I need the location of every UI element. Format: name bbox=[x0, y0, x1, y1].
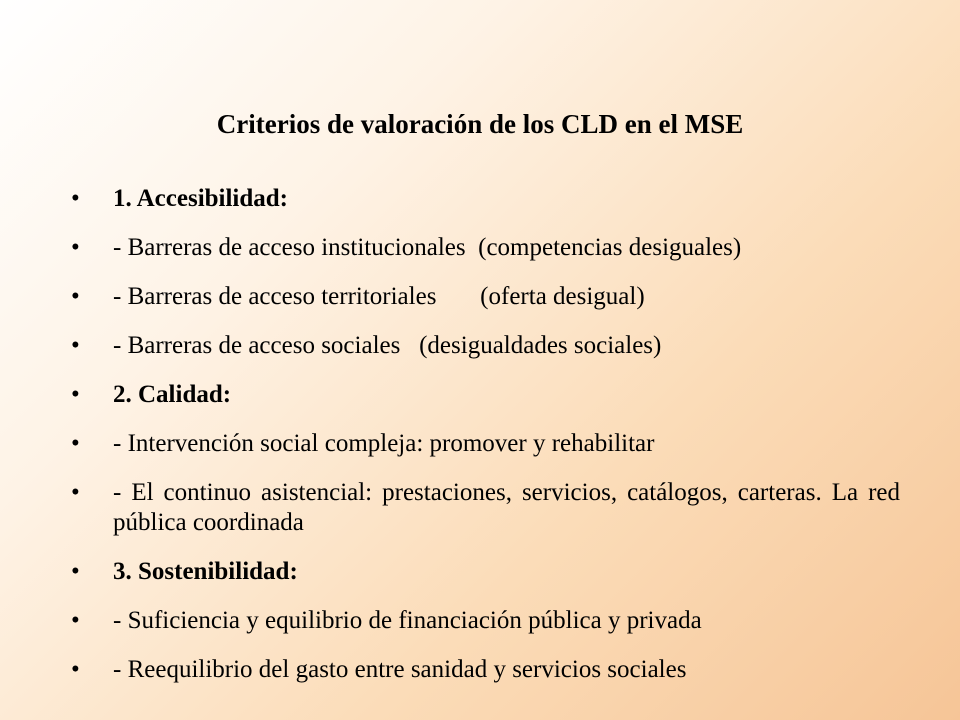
list-item-text: - Barreras de acceso territoriales (oferta desigual) bbox=[113, 283, 645, 310]
bullet-icon: • bbox=[71, 607, 80, 634]
list-item-text: - Suficiencia y equilibrio de financiación pública y privada bbox=[113, 607, 702, 634]
list-item bbox=[0, 655, 960, 685]
list-item-text: 1. Accesibilidad: bbox=[113, 185, 289, 212]
list-item-text: - Intervención social compleja: promover y rehabilitar bbox=[113, 430, 655, 457]
slide-title: Criterios de valoración de los CLD en el MSE bbox=[216, 109, 744, 139]
list-item-sostenibilidad-heading bbox=[0, 557, 960, 587]
list-item bbox=[0, 606, 960, 636]
list-item bbox=[0, 331, 960, 361]
list-item-text: - El continuo asistencial: prestaciones, servicios, catálogos, carteras. La red pública coordinada bbox=[113, 479, 900, 536]
list-item-accesibilidad-heading bbox=[0, 184, 960, 214]
list-item bbox=[0, 429, 960, 459]
bullet-icon: • bbox=[71, 479, 80, 506]
bullet-icon: • bbox=[71, 656, 80, 683]
bullet-icon: • bbox=[71, 234, 80, 261]
bullet-icon: • bbox=[71, 558, 80, 585]
list-item-text: 2. Calidad: bbox=[113, 381, 232, 408]
list-item-text: 3. Sostenibilidad: bbox=[113, 558, 298, 585]
bullet-icon: • bbox=[71, 283, 80, 310]
list-item-text: - Barreras de acceso sociales (desigualdades sociales) bbox=[113, 332, 662, 359]
bullet-icon: • bbox=[71, 381, 80, 408]
list-item bbox=[0, 478, 960, 538]
bullet-icon: • bbox=[71, 332, 80, 359]
bullet-icon: • bbox=[71, 185, 80, 212]
list-item-calidad-heading bbox=[0, 380, 960, 410]
list-item bbox=[0, 282, 960, 312]
criteria-list bbox=[0, 184, 960, 704]
list-item-text: - Reequilibrio del gasto entre sanidad y servicios sociales bbox=[113, 656, 687, 683]
list-item bbox=[0, 233, 960, 263]
list-item-text: - Barreras de acceso institucionales (competencias desiguales) bbox=[113, 234, 742, 261]
bullet-icon: • bbox=[71, 430, 80, 457]
